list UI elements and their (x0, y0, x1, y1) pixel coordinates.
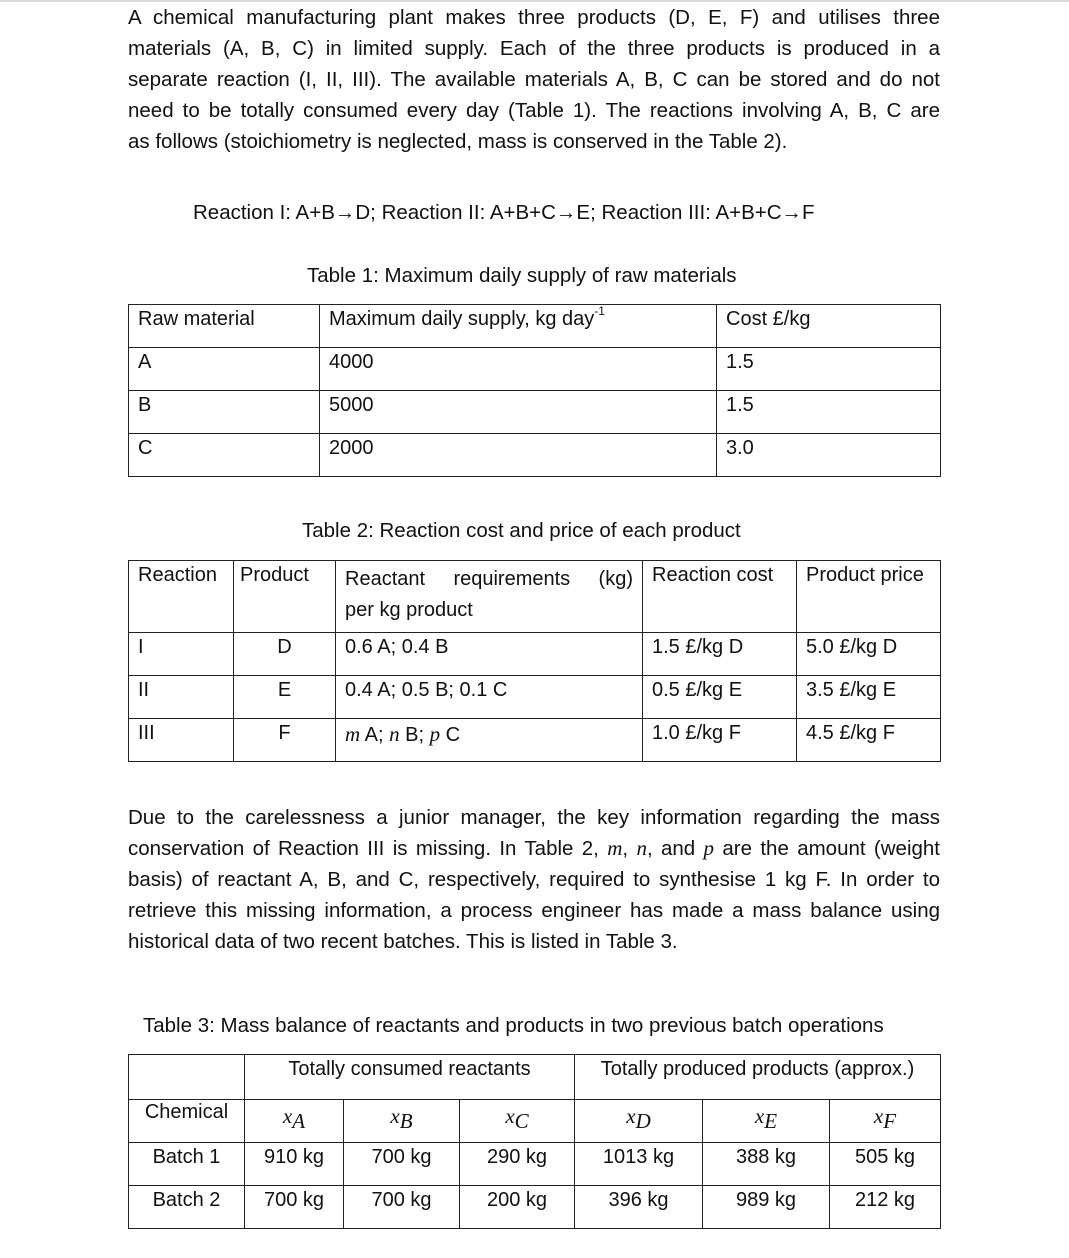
cell-product-price: 3.5 £/kg E (797, 676, 941, 719)
header-x-b (344, 1100, 460, 1143)
header-consumed-reactants: Totally consumed reactants (245, 1055, 575, 1100)
header-x-f (830, 1100, 941, 1143)
table-row (129, 719, 941, 762)
header-max-supply (320, 305, 717, 348)
explanation-line: basis) of reactant A, B, and C, respectively, required to synthesise 1 kg F. In order to (128, 868, 940, 891)
cell-material: B (129, 391, 320, 434)
table-row (129, 348, 941, 391)
cell-value: 505 kg (830, 1143, 941, 1186)
explanation-line: historical data of two recent batches. This is listed in Table 3. (128, 930, 678, 953)
table-row (129, 1143, 941, 1186)
cell-value: 1013 kg (575, 1143, 703, 1186)
cell-value: 388 kg (703, 1143, 830, 1186)
sub-b: B (399, 1109, 413, 1133)
req-text: C (440, 724, 461, 746)
cell-value: 910 kg (245, 1143, 344, 1186)
cell-value: 290 kg (460, 1143, 575, 1186)
var-n: n (389, 722, 400, 746)
sub-e: E (764, 1109, 778, 1133)
intro-line: as follows (stoichiometry is neglected, mass is conserved in the Table 2). (128, 130, 788, 153)
header-product: Product (234, 561, 336, 633)
cell-requirements (336, 719, 643, 762)
header-product-price: Product price (797, 561, 941, 633)
var-x: x (873, 1104, 884, 1128)
var-x: x (754, 1104, 765, 1128)
header-reactant-requirements (336, 561, 643, 633)
header-reaction: Reaction (129, 561, 234, 633)
cell-reaction-cost: 1.5 £/kg D (643, 633, 797, 676)
table3 (128, 1054, 941, 1229)
text-run: , (622, 837, 637, 860)
var-n: n (636, 836, 647, 860)
table3-caption: Table 3: Mass balance of reactants and products in two previous batch operations (143, 1014, 884, 1037)
var-x: x (505, 1104, 515, 1128)
cell-cost: 1.5 (717, 391, 941, 434)
req-text: A; (360, 724, 390, 746)
cell-supply: 5000 (320, 391, 717, 434)
cell-value: 200 kg (460, 1186, 575, 1229)
cell-value: 212 kg (830, 1186, 941, 1229)
cell-cost: 1.5 (717, 348, 941, 391)
header-x-d (575, 1100, 703, 1143)
header-req-line2: per kg product (345, 599, 473, 621)
table1 (128, 304, 941, 477)
cell-product: E (234, 676, 336, 719)
sub-d: D (635, 1109, 651, 1133)
cell-requirements: 0.6 A; 0.4 B (336, 633, 643, 676)
cell-product: F (234, 719, 336, 762)
var-x: x (282, 1104, 293, 1128)
empty-corner-cell (129, 1055, 245, 1100)
cell-reaction: II (129, 676, 234, 719)
cell-reaction-cost: 0.5 £/kg E (643, 676, 797, 719)
explanation-line: retrieve this missing information, a process engineer has made a mass balance using (128, 899, 940, 922)
table-group-header-row (129, 1055, 941, 1100)
var-m: m (607, 836, 623, 860)
cell-batch-label: Batch 1 (129, 1143, 245, 1186)
cell-value: 700 kg (245, 1186, 344, 1229)
cell-value: 700 kg (344, 1186, 460, 1229)
header-x-a (245, 1100, 344, 1143)
header-reaction-cost: Reaction cost (643, 561, 797, 633)
header-max-supply-exponent: -1 (594, 304, 605, 319)
table-row (129, 1186, 941, 1229)
explanation-line (128, 833, 940, 864)
cell-supply: 4000 (320, 348, 717, 391)
cell-value: 989 kg (703, 1186, 830, 1229)
var-p: p (703, 836, 715, 860)
cell-reaction-cost: 1.0 £/kg F (643, 719, 797, 762)
table-header-row (129, 1100, 941, 1143)
intro-line: need to be totally consumed every day (Table 1). The reactions involving A, B, C are (128, 99, 940, 122)
table-header-row (129, 561, 941, 633)
header-produced-products: Totally produced products (approx.) (575, 1055, 941, 1100)
reactions-equations: Reaction I: A+B→D; Reaction II: A+B+C→E; Reaction III: A+B+C→F (193, 201, 815, 224)
cell-value: 396 kg (575, 1186, 703, 1229)
cell-reaction: I (129, 633, 234, 676)
table2-caption: Table 2: Reaction cost and price of each product (302, 519, 741, 542)
table-row (129, 633, 941, 676)
intro-paragraph (128, 2, 940, 157)
cell-product-price: 4.5 £/kg F (797, 719, 941, 762)
table2 (128, 560, 941, 762)
cell-supply: 2000 (320, 434, 717, 477)
sub-a: A (292, 1109, 306, 1133)
intro-line: A chemical manufacturing plant makes three products (D, E, F) and utilises three (128, 6, 940, 29)
table1-caption: Table 1: Maximum daily supply of raw materials (307, 264, 737, 287)
cell-cost: 3.0 (717, 434, 941, 477)
sub-f: F (883, 1109, 897, 1133)
var-x: x (626, 1104, 636, 1128)
intro-line: separate reaction (I, II, III). The available materials A, B, C can be stored and do not (128, 68, 940, 91)
header-req-line1: Reactant requirements (kg) (345, 568, 633, 590)
table-header-row (129, 305, 941, 348)
header-max-supply-text: Maximum daily supply, kg day (329, 308, 595, 330)
table-row (129, 676, 941, 719)
table-row (129, 434, 941, 477)
header-x-e (703, 1100, 830, 1143)
cell-batch-label: Batch 2 (129, 1186, 245, 1229)
header-x-c (460, 1100, 575, 1143)
cell-material: C (129, 434, 320, 477)
cell-product-price: 5.0 £/kg D (797, 633, 941, 676)
text-run: are the amount (weight (714, 837, 941, 860)
sub-c: C (514, 1109, 529, 1133)
var-x: x (390, 1104, 400, 1128)
var-m: m (345, 722, 361, 746)
cell-value: 700 kg (344, 1143, 460, 1186)
text-run: conservation of Reaction III is missing. In Table 2, (128, 837, 608, 860)
text-run: , and (646, 837, 704, 860)
req-text: B; (399, 724, 430, 746)
var-p: p (429, 722, 441, 746)
header-cost: Cost £/kg (717, 305, 941, 348)
explanation-paragraph (128, 802, 940, 957)
cell-material: A (129, 348, 320, 391)
header-raw-material: Raw material (129, 305, 320, 348)
cell-product: D (234, 633, 336, 676)
intro-line: materials (A, B, C) in limited supply. Each of the three products is produced in a (128, 37, 940, 60)
explanation-line: Due to the carelessness a junior manager, the key information regarding the mass (128, 806, 940, 829)
cell-requirements: 0.4 A; 0.5 B; 0.1 C (336, 676, 643, 719)
cell-reaction: III (129, 719, 234, 762)
table-row (129, 391, 941, 434)
header-chemical: Chemical (129, 1100, 245, 1143)
